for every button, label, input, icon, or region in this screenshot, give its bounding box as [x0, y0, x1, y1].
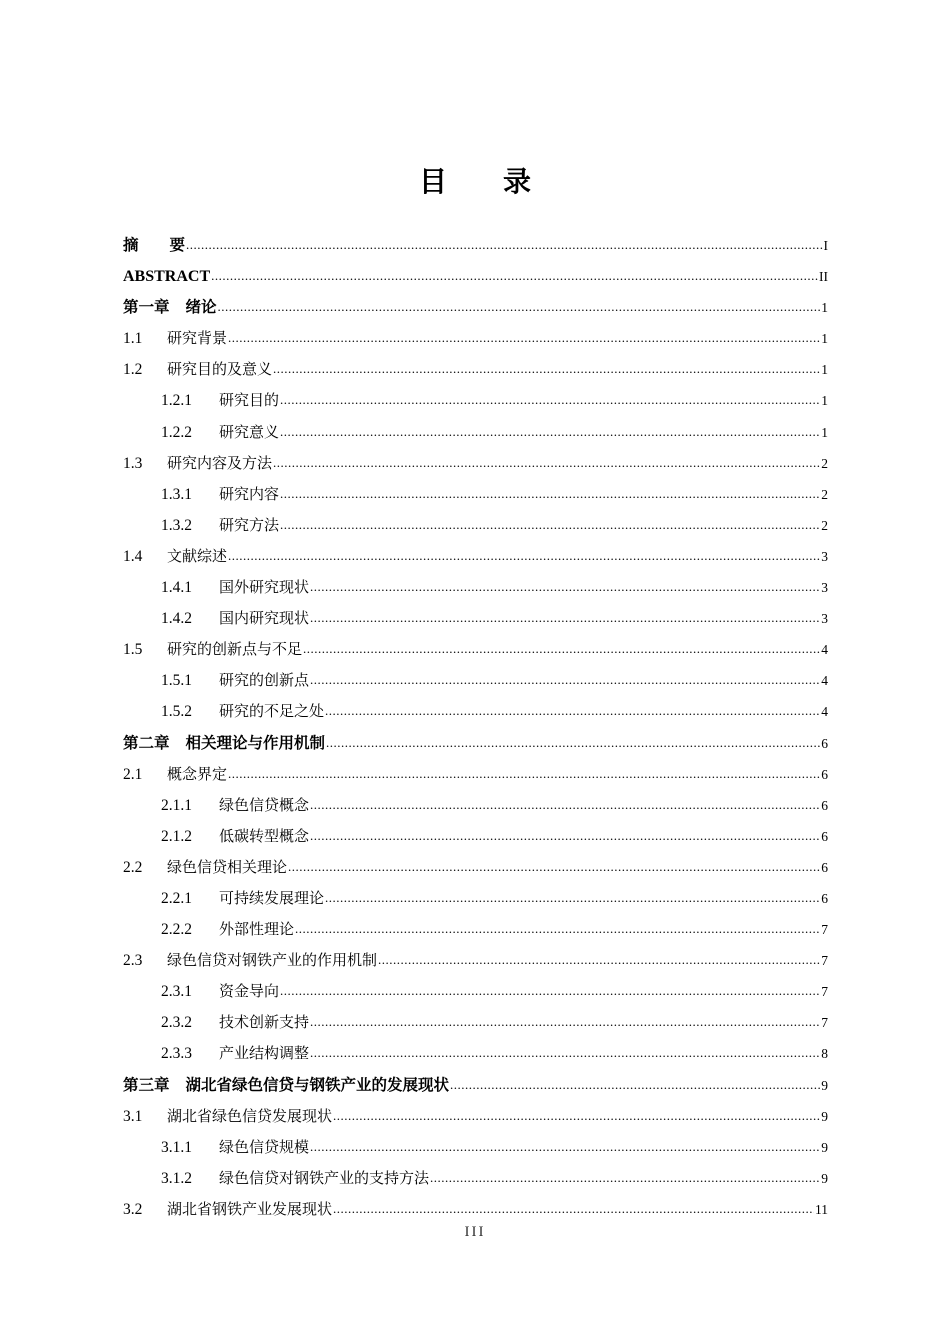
dot-leader [450, 1069, 820, 1100]
toc-entry-label: 研究的不足之处 [219, 702, 325, 721]
toc-entry-label: 技术创新支持 [219, 1013, 310, 1032]
toc-entry[interactable] [123, 883, 828, 914]
toc-entry-label: 资金导向 [219, 982, 280, 1001]
toc-entry-page: 9 [821, 1139, 828, 1155]
toc-entry-number: 2.2.2 [161, 921, 192, 939]
dot-leader [280, 478, 820, 509]
toc-entry-page: 3 [821, 611, 828, 627]
dot-leader [280, 416, 820, 447]
toc-entry-number: 2.3.2 [161, 1014, 192, 1032]
toc-entry-label: 国内研究现状 [219, 609, 310, 628]
toc-entry-number: 1.5.1 [161, 672, 192, 690]
dot-leader [333, 1100, 820, 1131]
toc-entry-page: 6 [821, 859, 828, 875]
page-number: III [464, 1224, 486, 1240]
toc-entry-label: 相关理论与作用机制 [185, 733, 326, 752]
dot-leader [280, 384, 820, 415]
dot-leader [228, 540, 820, 571]
toc-entry-label: 文献综述 [167, 546, 228, 565]
dot-leader [310, 1006, 820, 1037]
page-title: 目录 [418, 165, 587, 198]
dot-leader [228, 322, 820, 353]
toc-entry[interactable] [123, 945, 828, 976]
dot-leader [273, 447, 820, 478]
toc-entry-label: 可持续发展理论 [219, 888, 325, 907]
dot-leader [310, 664, 820, 695]
dot-leader [310, 571, 820, 602]
toc-entry-number: 2.3.3 [161, 1045, 192, 1063]
dot-leader [310, 1037, 820, 1068]
toc-entry-label: ABSTRACT [123, 268, 211, 286]
dot-leader [430, 1162, 820, 1193]
toc-entry-page: 1 [821, 331, 828, 347]
toc-entry-number: 1.2.2 [161, 423, 192, 441]
toc-entry-number: 1.4.1 [161, 579, 192, 597]
toc-entry-label: 绿色信贷规模 [219, 1137, 310, 1156]
toc-entry[interactable] [123, 1101, 828, 1132]
toc-entry-label: 摘 要 [123, 236, 186, 254]
toc-entry[interactable] [123, 323, 828, 354]
toc-entry-number: 第二章 [123, 733, 170, 752]
toc-entry-page: 4 [821, 642, 828, 658]
toc-entry[interactable] [123, 1038, 828, 1069]
toc-entry-page: 11 [815, 1201, 828, 1217]
dot-leader [211, 260, 818, 291]
toc-entry-label: 绪论 [185, 298, 217, 317]
dot-leader [378, 944, 820, 975]
toc-entry-page: 7 [821, 922, 828, 938]
dot-leader [325, 882, 820, 913]
toc-entry-label: 研究的创新点 [219, 671, 310, 690]
toc-entry[interactable] [123, 821, 828, 852]
toc-entry-number: 1.5 [123, 641, 143, 659]
toc-entry-label: 湖北省绿色信贷发展现状 [167, 1106, 333, 1125]
toc-entry[interactable] [123, 634, 828, 665]
toc-entry-page: 1 [821, 424, 828, 440]
toc-entry[interactable] [123, 790, 828, 821]
toc-entry-page: II [819, 269, 828, 285]
toc-entry[interactable] [123, 696, 828, 727]
toc-entry-number: 1.1 [123, 330, 143, 348]
toc-entry-label: 低碳转型概念 [219, 826, 310, 845]
toc-entry-number: 3.1.1 [161, 1138, 192, 1156]
toc-entry[interactable] [123, 417, 828, 448]
toc-entry-number: 1.2.1 [161, 392, 192, 410]
toc-entry-page: I [823, 238, 828, 253]
toc-entry[interactable] [123, 510, 828, 541]
toc-entry-label: 湖北省钢铁产业发展现状 [167, 1199, 333, 1218]
toc-entry-number: 1.2 [123, 361, 143, 379]
toc-entry-number: 3.1.2 [161, 1169, 192, 1187]
toc-entry-page: 9 [821, 1077, 828, 1093]
toc-entry-page: 6 [821, 797, 828, 813]
toc-entry[interactable] [123, 572, 828, 603]
toc-entry-page: 4 [821, 673, 828, 689]
toc-entry-number: 2.2 [123, 858, 143, 876]
toc-entry[interactable] [123, 448, 828, 479]
toc-entry-page: 3 [821, 580, 828, 596]
toc-entry-page: 9 [821, 1108, 828, 1124]
dot-leader [333, 1193, 814, 1224]
toc-entry-label: 研究背景 [167, 329, 228, 348]
toc-entry-page: 6 [821, 828, 828, 844]
toc-entry-number: 2.3.1 [161, 983, 192, 1001]
toc-entry[interactable] [123, 759, 828, 790]
toc-entry-number: 3.2 [123, 1200, 143, 1218]
toc-entry-label: 概念界定 [167, 764, 228, 783]
toc-entry-page: 7 [821, 953, 828, 969]
toc-entry[interactable] [123, 1070, 828, 1101]
toc-entry-page: 2 [821, 455, 828, 471]
toc-entry-page: 1 [821, 362, 828, 378]
dot-leader [310, 789, 820, 820]
toc-entry[interactable] [123, 354, 828, 385]
toc-entry-label: 绿色信贷对钢铁产业的作用机制 [167, 951, 378, 970]
toc-entry-number: 1.4 [123, 547, 143, 565]
dot-leader [288, 851, 820, 882]
toc-entry-label: 湖北省绿色信贷与钢铁产业的发展现状 [185, 1075, 450, 1094]
toc-entry[interactable] [123, 1194, 828, 1225]
toc-entry-label: 研究意义 [219, 422, 280, 441]
toc-entry-label: 研究的创新点与不足 [167, 640, 303, 659]
toc-entry-page: 6 [821, 766, 828, 782]
toc-entry-page: 9 [821, 1170, 828, 1186]
toc-entry[interactable] [123, 1163, 828, 1194]
toc-entry-label: 研究方法 [219, 515, 280, 534]
toc-entry-page: 1 [821, 393, 828, 409]
toc-entry-label: 国外研究现状 [219, 578, 310, 597]
dot-leader [310, 820, 820, 851]
toc-entry-page: 2 [821, 486, 828, 502]
toc-entry-number: 2.3 [123, 952, 143, 970]
toc-entry-number: 2.1 [123, 765, 143, 783]
toc-entry[interactable] [123, 230, 828, 261]
toc-entry-label: 绿色信贷对钢铁产业的支持方法 [219, 1168, 430, 1187]
dot-leader [280, 975, 820, 1006]
toc-entry[interactable] [123, 728, 828, 759]
toc-entry-label: 研究内容 [219, 484, 280, 503]
toc-entry-label: 研究目的及意义 [167, 360, 273, 379]
toc-entry[interactable] [123, 1132, 828, 1163]
toc-entry-label: 绿色信贷概念 [219, 795, 310, 814]
toc-entry[interactable] [123, 976, 828, 1007]
toc-entry-number: 3.1 [123, 1107, 143, 1125]
table-of-contents [123, 230, 828, 1225]
toc-entry-label: 外部性理论 [219, 920, 295, 939]
toc-entry-label: 产业结构调整 [219, 1044, 310, 1063]
toc-entry[interactable] [123, 1007, 828, 1038]
toc-entry[interactable] [123, 385, 828, 416]
toc-entry[interactable] [123, 852, 828, 883]
toc-entry-page: 7 [821, 1015, 828, 1031]
toc-entry-page: 7 [821, 984, 828, 1000]
toc-entry-page: 6 [821, 735, 828, 751]
dot-leader [228, 758, 820, 789]
toc-entry[interactable] [123, 541, 828, 572]
toc-entry[interactable] [123, 479, 828, 510]
toc-entry-number: 1.3 [123, 454, 143, 472]
dot-leader [280, 509, 820, 540]
toc-entry[interactable] [123, 665, 828, 696]
toc-entry-number: 1.3.2 [161, 516, 192, 534]
toc-entry-page: 8 [821, 1046, 828, 1062]
toc-entry-number: 第一章 [123, 298, 170, 317]
toc-entry-number: 1.5.2 [161, 703, 192, 721]
toc-entry-number: 1.4.2 [161, 610, 192, 628]
toc-entry-number: 第三章 [123, 1075, 170, 1094]
dot-leader [310, 1131, 820, 1162]
toc-entry-page: 6 [821, 890, 828, 906]
toc-entry-page: 3 [821, 548, 828, 564]
dot-leader [310, 602, 820, 633]
toc-entry[interactable] [123, 292, 828, 323]
dot-leader [326, 727, 820, 758]
toc-entry-number: 2.2.1 [161, 889, 192, 907]
toc-entry-number: 2.1.1 [161, 796, 192, 814]
dot-leader [325, 695, 820, 726]
toc-entry[interactable] [123, 261, 828, 292]
toc-entry-number: 2.1.2 [161, 827, 192, 845]
toc-entry-label: 研究目的 [219, 391, 280, 410]
dot-leader [295, 913, 820, 944]
toc-entry-page: 2 [821, 517, 828, 533]
dot-leader [303, 633, 820, 664]
dot-leader [273, 353, 820, 384]
toc-entry-page: 1 [821, 300, 828, 316]
toc-entry-number: 1.3.1 [161, 485, 192, 503]
dot-leader [218, 291, 821, 322]
toc-entry[interactable] [123, 603, 828, 634]
toc-entry-page: 4 [821, 704, 828, 720]
dot-leader [186, 229, 822, 260]
toc-entry-label: 研究内容及方法 [167, 453, 273, 472]
toc-entry-label: 绿色信贷相关理论 [167, 857, 288, 876]
toc-entry[interactable] [123, 914, 828, 945]
